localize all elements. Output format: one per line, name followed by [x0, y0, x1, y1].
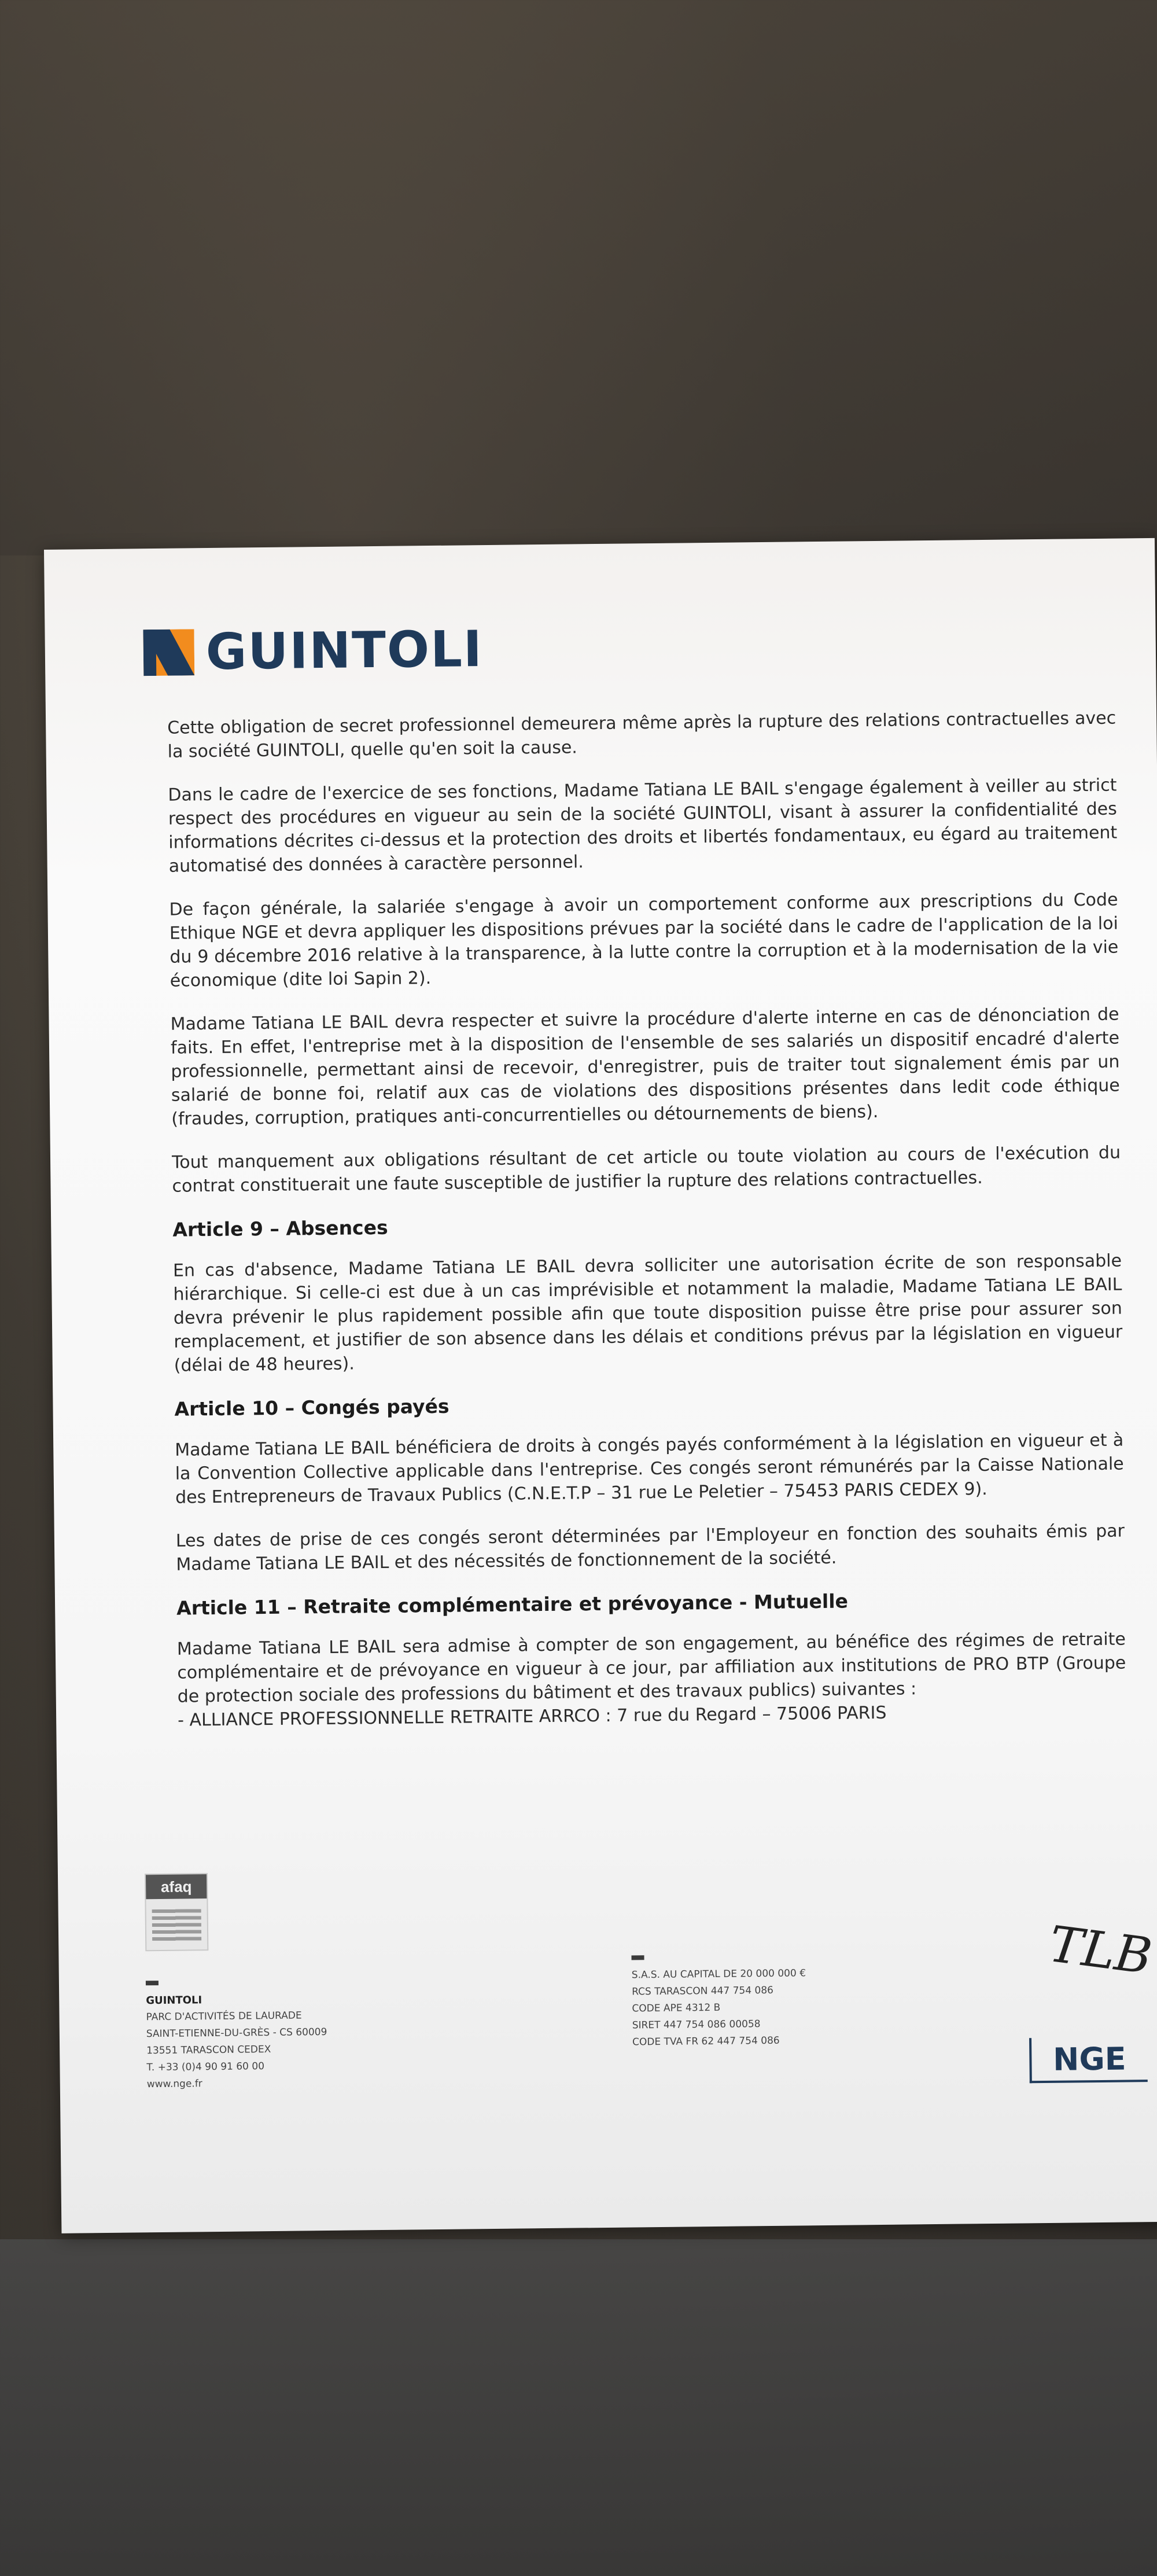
article-9-text: En cas d'absence, Madame Tatiana LE BAIL devra solliciter une autorisation écrite de son responsable hiérarchique. Si celle-ci est due à un cas imprévisible et notamment la maladie, Madame Tatiana LE BAIL devra prévenir le plus rapidement possible afin que toute disposition puisse être prise pour assurer son remplacement, et justifier de son absence dans les délais et conditions prévus par la législation en vigueur (délai de 48 heures). [172, 1250, 1123, 1376]
footer-address-line: 13551 TARASCON CEDEX [146, 2044, 271, 2057]
article-11-title: Article 11 – Retraite complémentaire et prévoyance - Mutuelle [176, 1589, 849, 1620]
paragraph: De façon générale, la salariée s'engage à avoir un comportement conforme aux prescriptions du Code Ethique NGE et devra appliquer les dispositions prévues par la société dans le cadre de l'application de la loi du 9 décembre 2016 relative à la transparence, à la lutte contre la corruption et à la modernisation de la vie économique (dite loi Sapin 2). [169, 889, 1119, 991]
footer-legal-line: CODE TVA FR 62 447 754 086 [632, 2034, 780, 2048]
article-10-text-1: Madame Tatiana LE BAIL bénéficiera de droits à congés payés conformément à la législation en vigueur et à la Convention Collective applicable dans l'entreprise. Ces congés seront rémunérés par la Caisse Nationale des Entrepreneurs de Travaux Publics (C.N.E.T.P – 31 rue Le Peletier – 75453 PARIS CEDEX 9). [175, 1430, 1124, 1508]
paragraph: Madame Tatiana LE BAIL devra respecter et suivre la procédure d'alerte interne en cas de dénonciation de faits. En effet, l'entreprise met à la disposition de l'ensemble de ses salariés un dispositif encadré d'alerte professionnelle, permettant ainsi de recevoir, d'enregistrer, puis de traiter tout signalement émis par un salarié de bonne foi, relatif aux cas de violations des dispositions présentes dans ledit code éthique (fraudes, corruption, pratiques anti-concurrentielles ou détournements de biens). [170, 1004, 1120, 1129]
nge-logo: NGE [1029, 2037, 1148, 2083]
paragraph: Dans le cadre de l'exercice de ses fonctions, Madame Tatiana LE BAIL s'engage également à veiller au strict respect des procédures en vigueur au sein de la société GUINTOLI, visant à assurer la confidentialité des informations décrites ci-dessus et la protection des droits et libertés fondamentaux, eu égard au traitement automatisé des données à caractère personnel. [168, 775, 1118, 877]
document-body [167, 706, 1126, 1732]
afaq-certification-badge [145, 1873, 208, 1951]
document-footer [145, 1863, 1157, 2198]
footer-company-address [146, 1979, 328, 2093]
article-11-list-item: - ALLIANCE PROFESSIONNELLE RETRAITE ARRCO : 7 rue du Regard – 75006 PARIS [178, 1702, 887, 1731]
afaq-barcode-icon [152, 1909, 202, 1942]
article-9-title: Article 9 – Absences [172, 1216, 388, 1241]
footer-legal-line: CODE APE 4312 B [632, 2001, 721, 2015]
handwritten-initials: TLB [1046, 1915, 1156, 1986]
footer-address-line: SAINT-ETIENNE-DU-GRÈS - CS 60009 [146, 2026, 327, 2040]
brand-name: GUINTOLI [205, 620, 484, 682]
footer-legal-info [631, 1953, 806, 2051]
footer-bar-icon [146, 1981, 159, 1985]
footer-legal-line: RCS TARASCON 447 754 086 [632, 1984, 774, 1998]
background-surface-bottom [0, 2239, 1157, 2576]
article-11-text-1: Madame Tatiana LE BAIL sera admise à compter de son engagement, au bénéfice des régimes de retraite complémentaire et de prévoyance en vigueur à ce jour, par affiliation aux institutions de PRO BTP (Groupe de protection sociale des professions du bâtiment et des travaux publics) suivantes : [176, 1629, 1126, 1707]
footer-bar-icon [631, 1955, 644, 1960]
footer-legal-line: SIRET 447 754 086 00058 [632, 2018, 761, 2032]
footer-address-line: PARC D'ACTIVITÉS DE LAURADE [146, 2010, 302, 2023]
document-page [44, 538, 1157, 2233]
footer-company-name: GUINTOLI [146, 1994, 202, 2007]
guintoli-mark-icon [143, 629, 194, 676]
paragraph: Cette obligation de secret professionnel demeurera même après la rupture des relations contractuelles avec la société GUINTOLI, quelle qu'en soit la cause. [167, 708, 1117, 762]
article-10-title: Article 10 – Congés payés [174, 1394, 449, 1421]
paragraph: Tout manquement aux obligations résultant de cet article ou toute violation au cours de l'exécution du contrat constituerait une faute susceptible de justifier la rupture des relations contractuelles. [171, 1142, 1121, 1197]
background-surface-top [0, 0, 1157, 555]
footer-website: www.nge.fr [146, 2078, 202, 2091]
footer-legal-line: S.A.S. AU CAPITAL DE 20 000 000 € [631, 1967, 806, 1981]
guintoli-logo [143, 620, 483, 682]
afaq-label: afaq [146, 1874, 207, 1899]
footer-phone: T. +33 (0)4 90 91 60 00 [146, 2060, 265, 2074]
article-10-text-2: Les dates de prise de ces congés seront déterminées par l'Employeur en fonction des souhaits émis par Madame Tatiana LE BAIL et des nécessités de fonctionnement de la société. [175, 1521, 1125, 1575]
